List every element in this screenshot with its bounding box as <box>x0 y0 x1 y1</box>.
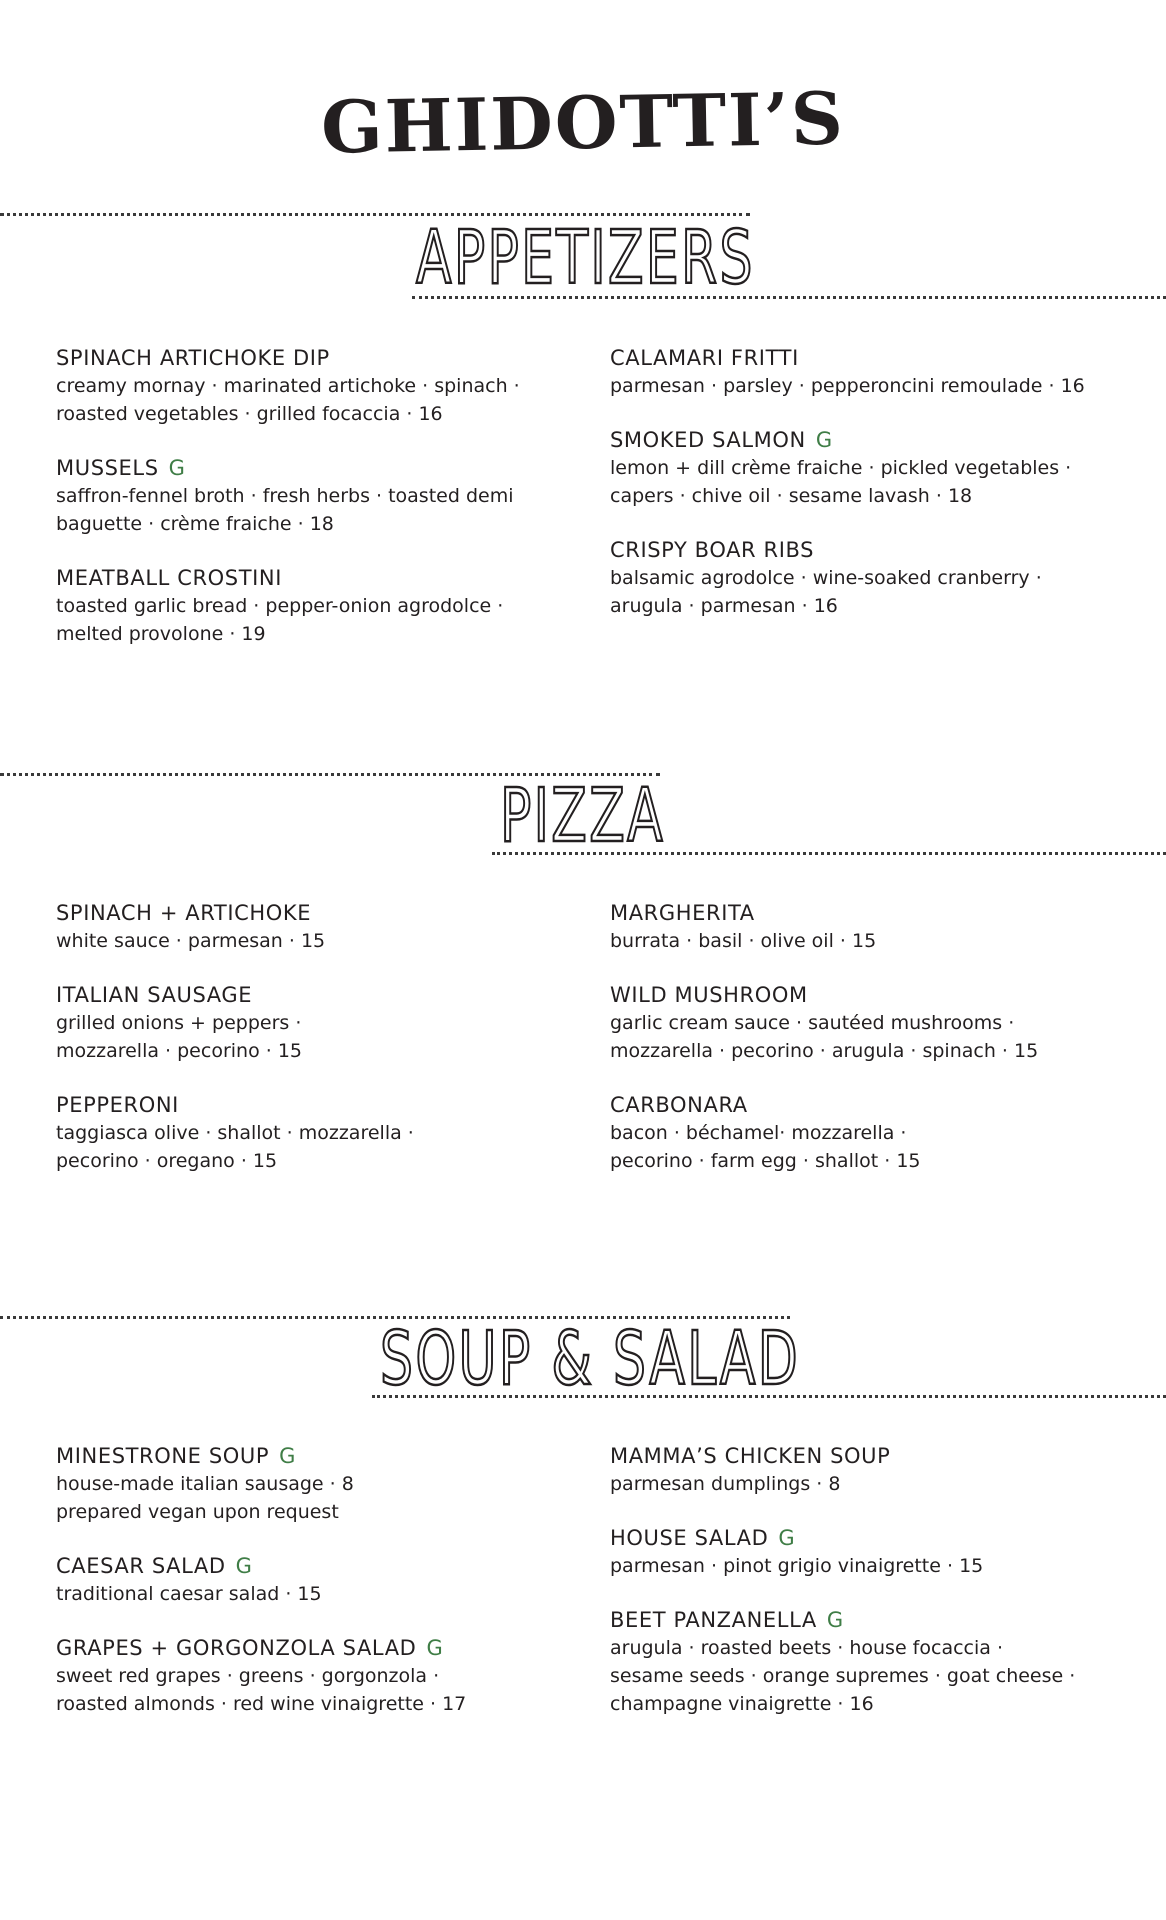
appetizers-right-column <box>610 344 1110 646</box>
menu-item-description <box>56 1119 556 1175</box>
pizza-title: PIZZA <box>500 773 665 859</box>
menu-item-name-row <box>56 1442 556 1470</box>
menu-item-description <box>56 592 556 648</box>
menu-item-description <box>56 1662 556 1718</box>
menu-item-description-line: creamy mornay · marinated artichoke · spinach · <box>56 375 520 397</box>
gluten-free-mark: G <box>778 1526 796 1550</box>
menu-item-name-row <box>56 1552 556 1580</box>
menu-item <box>56 899 556 955</box>
menu-item-name: MINESTRONE SOUP <box>56 1444 270 1468</box>
menu-item-description <box>56 482 556 538</box>
menu-item-name: MARGHERITA <box>610 901 755 925</box>
menu-item-description-line: capers · chive oil · sesame lavash · 18 <box>610 485 973 507</box>
menu-item-description-line: parmesan · parsley · pepperoncini remoulade · 16 <box>610 375 1085 397</box>
menu-item-description-line: pecorino · oregano · 15 <box>56 1150 278 1172</box>
menu-item <box>610 1442 1110 1498</box>
menu-item <box>610 1606 1110 1718</box>
menu-item <box>56 344 556 428</box>
menu-item-name: HOUSE SALAD <box>610 1526 769 1550</box>
menu-item <box>56 1634 556 1718</box>
menu-item-description <box>610 454 1110 510</box>
menu-item-description-line: parmesan · pinot grigio vinaigrette · 15 <box>610 1555 984 1577</box>
menu-item <box>610 344 1110 400</box>
menu-item-description <box>56 927 556 955</box>
gluten-free-mark: G <box>168 456 186 480</box>
gluten-free-mark: G <box>235 1554 253 1578</box>
menu-item-description-line: white sauce · parmesan · 15 <box>56 930 326 952</box>
menu-item-name: MAMMA’S CHICKEN SOUP <box>610 1444 891 1468</box>
menu-item-name-row <box>56 564 556 592</box>
menu-item <box>56 564 556 648</box>
menu-item-description-line: sesame seeds · orange supremes · goat cheese · <box>610 1665 1076 1687</box>
menu-item-name-row <box>610 344 1110 372</box>
menu-item-name: BEET PANZANELLA <box>610 1608 817 1632</box>
menu-item-description-line: burrata · basil · olive oil · 15 <box>610 930 877 952</box>
menu-item-name: CAESAR SALAD <box>56 1554 226 1578</box>
menu-item-description-line: grilled onions + peppers · <box>56 1012 302 1034</box>
gluten-free-mark: G <box>826 1608 844 1632</box>
menu-item-description <box>610 372 1110 400</box>
menu-item-name: WILD MUSHROOM <box>610 983 808 1007</box>
menu-item-description-line: champagne vinaigrette · 16 <box>610 1693 874 1715</box>
menu-item-name: CRISPY BOAR RIBS <box>610 538 815 562</box>
menu-item <box>610 426 1110 510</box>
menu-item-description-line: bacon · béchamel· mozzarella · <box>610 1122 907 1144</box>
menu-item-description-line: pecorino · farm egg · shallot · 15 <box>610 1150 921 1172</box>
menu-item-name-row <box>610 981 1110 1009</box>
menu-item-name: CALAMARI FRITTI <box>610 346 799 370</box>
menu-item-description-line: melted provolone · 19 <box>56 623 266 645</box>
menu-item-description-line: traditional caesar salad · 15 <box>56 1583 322 1605</box>
menu-item-description-line: lemon + dill crème fraiche · pickled vegetables · <box>610 457 1072 479</box>
menu-item-description-line: balsamic agrodolce · wine-soaked cranberry · <box>610 567 1042 589</box>
menu-item-description-line: roasted almonds · red wine vinaigrette · 17 <box>56 1693 467 1715</box>
menu-item-name-row <box>56 1091 556 1119</box>
gluten-free-mark: G <box>815 428 833 452</box>
menu-item-name: SPINACH ARTICHOKE DIP <box>56 346 330 370</box>
menu-item <box>56 981 556 1065</box>
menu-item-name-row <box>610 1091 1110 1119</box>
menu-item-name: CARBONARA <box>610 1093 748 1117</box>
menu-item-name-row <box>610 899 1110 927</box>
menu-item-description-line: parmesan dumplings · 8 <box>610 1473 841 1495</box>
menu-item-description <box>610 1119 1110 1175</box>
menu-item-description-line: sweet red grapes · greens · gorgonzola · <box>56 1665 440 1687</box>
menu-item <box>610 981 1110 1065</box>
menu-item-description-line: baguette · crème fraiche · 18 <box>56 513 334 535</box>
soup-salad-left-column <box>56 1442 556 1744</box>
menu-item-name: ITALIAN SAUSAGE <box>56 983 253 1007</box>
menu-item-name-row <box>610 426 1110 454</box>
menu-item-description <box>610 1552 1110 1580</box>
menu-item-description <box>56 1470 556 1526</box>
menu-item-description-line: saffron-fennel broth · fresh herbs · toasted demi <box>56 485 514 507</box>
menu-item-description-line: taggiasca olive · shallot · mozzarella · <box>56 1122 414 1144</box>
menu-item-description <box>56 372 556 428</box>
menu-item <box>56 454 556 538</box>
appetizers-title: APPETIZERS <box>416 215 755 301</box>
menu-item-description <box>56 1009 556 1065</box>
menu-item-name-row <box>610 1442 1110 1470</box>
pizza-left-column <box>56 899 556 1201</box>
menu-item <box>610 899 1110 955</box>
menu-item-name-row <box>56 1634 556 1662</box>
menu-item-description <box>610 1634 1110 1718</box>
menu-item <box>610 536 1110 620</box>
menu-item-name-row <box>56 899 556 927</box>
menu-item-name: PEPPERONI <box>56 1093 179 1117</box>
menu-item-name: MUSSELS <box>56 456 159 480</box>
menu-item-description <box>610 927 1110 955</box>
menu-item-description-line: arugula · parmesan · 16 <box>610 595 838 617</box>
menu-item-name: SMOKED SALMON <box>610 428 806 452</box>
menu-item <box>610 1524 1110 1580</box>
menu-item-description-line: mozzarella · pecorino · arugula · spinach · 15 <box>610 1040 1039 1062</box>
menu-item-name: MEATBALL CROSTINI <box>56 566 283 590</box>
menu-item-description-line: house-made italian sausage · 8 <box>56 1473 354 1495</box>
pizza-right-column <box>610 899 1110 1201</box>
soup-salad-title: SOUP & SALAD <box>380 1316 801 1402</box>
menu-item-description <box>56 1580 556 1608</box>
menu-item-name-row <box>56 981 556 1009</box>
menu-item <box>56 1442 556 1526</box>
menu-item <box>610 1091 1110 1175</box>
menu-item <box>56 1091 556 1175</box>
menu-item-description-line: mozzarella · pecorino · 15 <box>56 1040 302 1062</box>
menu-item-name-row <box>610 1524 1110 1552</box>
soup-salad-right-column <box>610 1442 1110 1744</box>
menu-item-description-line: arugula · roasted beets · house focaccia · <box>610 1637 1003 1659</box>
gluten-free-mark: G <box>279 1444 296 1468</box>
menu-item-description-line: garlic cream sauce · sautéed mushrooms · <box>610 1012 1015 1034</box>
restaurant-logo: GHIDOTTI’S <box>320 75 846 170</box>
menu-item <box>56 1552 556 1608</box>
menu-item-name-row <box>56 454 556 482</box>
appetizers-left-column <box>56 344 556 674</box>
menu-item-description-line: roasted vegetables · grilled focaccia · 16 <box>56 403 443 425</box>
menu-item-description <box>610 1009 1110 1065</box>
pizza-bottom-divider <box>492 852 1166 855</box>
soup-salad-bottom-divider <box>372 1395 1166 1398</box>
appetizers-bottom-divider <box>412 296 1166 299</box>
menu-item-name: GRAPES + GORGONZOLA SALAD <box>56 1636 417 1660</box>
menu-item-description <box>610 564 1110 620</box>
menu-item-description-line: toasted garlic bread · pepper-onion agrodolce · <box>56 595 504 617</box>
gluten-free-mark: G <box>426 1636 444 1660</box>
menu-item-name: SPINACH + ARTICHOKE <box>56 901 312 925</box>
menu-item-name-row <box>610 536 1110 564</box>
menu-item-description-line: prepared vegan upon request <box>56 1501 339 1523</box>
menu-item-name-row <box>610 1606 1110 1634</box>
menu-item-description <box>610 1470 1110 1498</box>
menu-item-name-row <box>56 344 556 372</box>
